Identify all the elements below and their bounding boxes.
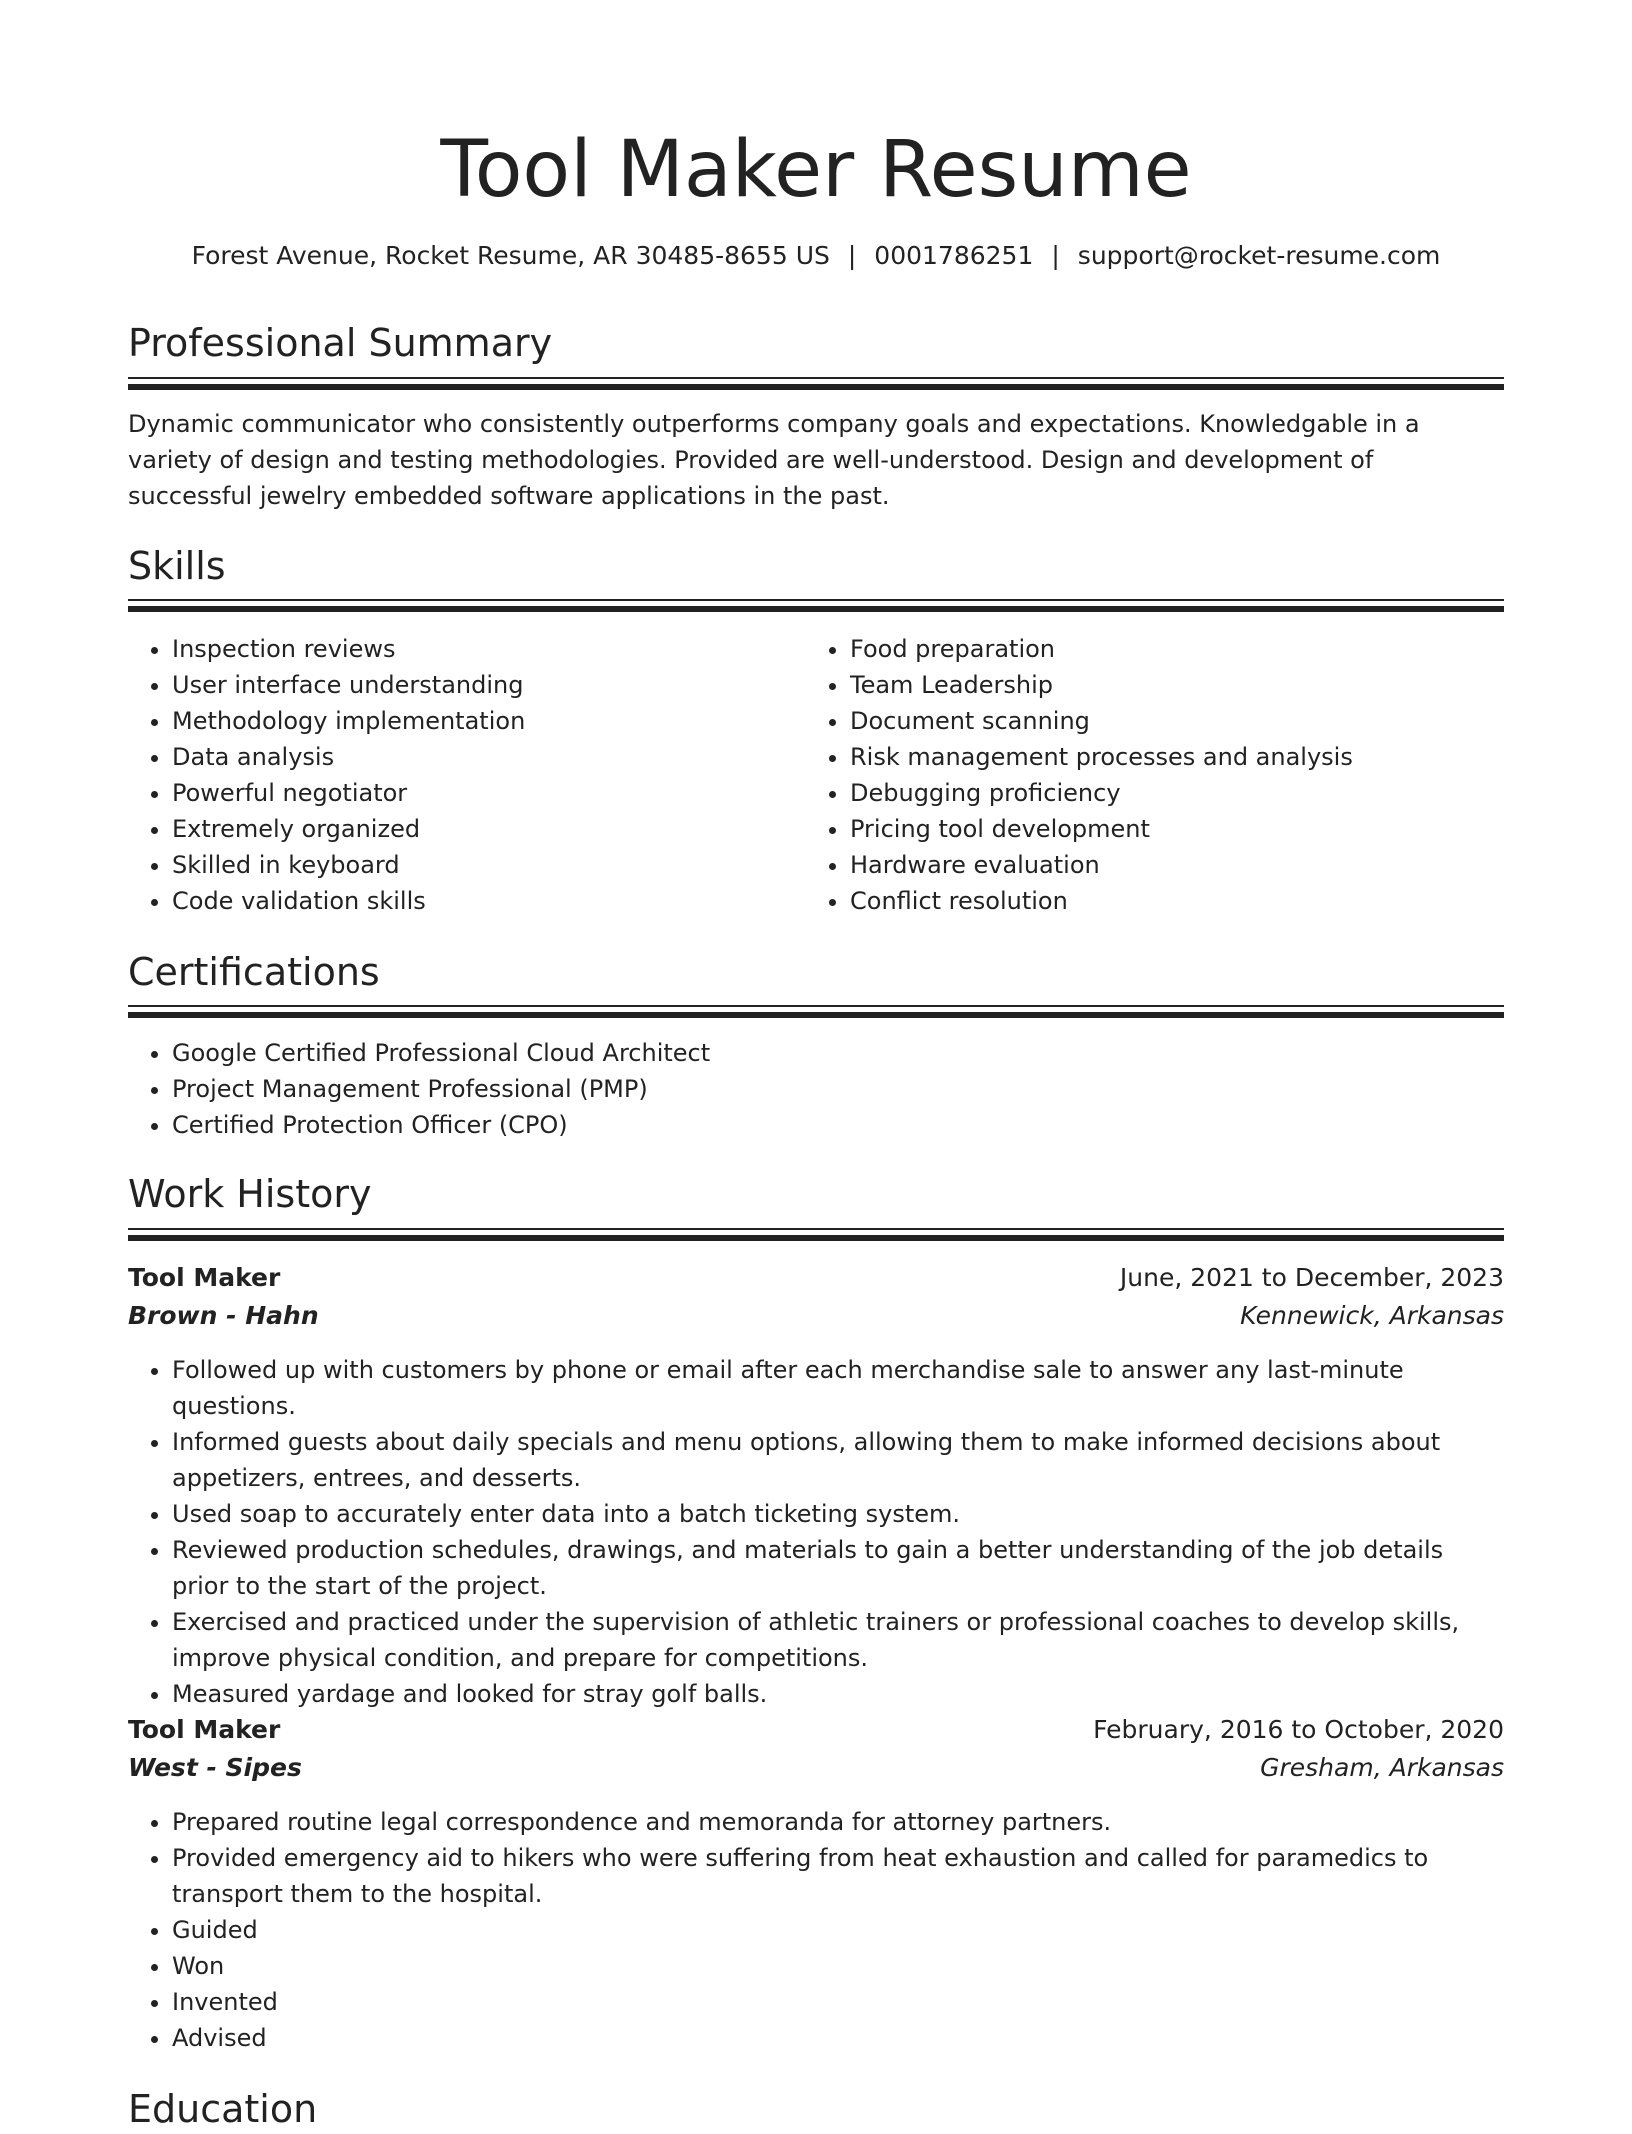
contact-separator: | <box>847 241 857 270</box>
list-item: • Followed up with customers by phone or email after each merchandise sale to answer any last-minute questions. <box>172 1352 1504 1424</box>
list-item: • Guided <box>172 1912 1504 1948</box>
list-item: • Methodology implementation <box>172 703 802 739</box>
list-item: • Conflict resolution <box>850 883 1504 919</box>
contact-line <box>128 238 1504 274</box>
list-item: • Food preparation <box>850 631 1504 667</box>
list-item: • Informed guests about daily specials and menu options, allowing them to make informed decisions about appetizers, entrees, and desserts. <box>172 1424 1504 1496</box>
list-item: • Provided emergency aid to hikers who were suffering from heat exhaustion and called for paramedics to transport them to the hospital. <box>172 1840 1504 1912</box>
list-item: • Extremely organized <box>172 811 802 847</box>
list-item: • Advised <box>172 2020 1504 2056</box>
certifications-list <box>128 1035 1504 1143</box>
list-item: • Google Certified Professional Cloud Architect <box>172 1035 1504 1071</box>
list-item: • Invented <box>172 1984 1504 2020</box>
job-dates: June, 2021 to December, 2023 <box>1119 1263 1504 1292</box>
list-item: • Code validation skills <box>172 883 802 919</box>
summary-heading: Professional Summary <box>128 321 553 365</box>
job-title-row <box>128 1712 1504 1748</box>
skills-list-left <box>128 631 802 919</box>
job-company-row <box>128 1298 1504 1334</box>
section-divider <box>128 599 1504 612</box>
list-item: • Used soap to accurately enter data into a batch ticketing system. <box>172 1496 1504 1532</box>
certifications-heading: Certifications <box>128 950 380 994</box>
job-location: Gresham, Arkansas <box>1260 1753 1504 1782</box>
contact-separator: | <box>1051 241 1060 270</box>
list-item: • Pricing tool development <box>850 811 1504 847</box>
job-dates: February, 2016 to October, 2020 <box>1093 1715 1504 1744</box>
list-item: • Reviewed production schedules, drawings, and materials to gain a better understanding of the job details prior to the start of the project. <box>172 1532 1504 1604</box>
list-item: • Data analysis <box>172 739 802 775</box>
contact-phone: 0001786251 <box>874 241 1034 270</box>
section-divider <box>128 1005 1504 1018</box>
list-item: • Hardware evaluation <box>850 847 1504 883</box>
job-title: Tool Maker <box>128 1263 281 1292</box>
section-divider <box>128 377 1504 390</box>
job-title-row <box>128 1260 1504 1296</box>
list-item: • Exercised and practiced under the supervision of athletic trainers or professional coaches to develop skills, improve physical condition, and prepare for competitions. <box>172 1604 1504 1676</box>
job-location: Kennewick, Arkansas <box>1240 1301 1504 1330</box>
job-company: Brown - Hahn <box>128 1301 319 1330</box>
skills-heading: Skills <box>128 544 226 588</box>
contact-email: support@rocket-resume.com <box>1077 241 1441 270</box>
job-bullets <box>128 1804 1504 2056</box>
list-item: • Powerful negotiator <box>172 775 802 811</box>
list-item: • Project Management Professional (PMP) <box>172 1071 1504 1107</box>
list-item: • User interface understanding <box>172 667 802 703</box>
list-item: • Prepared routine legal correspondence and memoranda for attorney partners. <box>172 1804 1504 1840</box>
list-item: • Inspection reviews <box>172 631 802 667</box>
list-item: • Debugging proficiency <box>850 775 1504 811</box>
contact-address: Forest Avenue, Rocket Resume, AR 30485-8655 US <box>191 241 830 270</box>
list-item: • Certified Protection Officer (CPO) <box>172 1107 1504 1143</box>
list-item: • Measured yardage and looked for stray golf balls. <box>172 1676 1504 1712</box>
skills-list-right <box>806 631 1504 919</box>
list-item: • Risk management processes and analysis <box>850 739 1504 775</box>
work-history-heading: Work History <box>128 1172 372 1216</box>
education-heading: Education <box>128 2087 318 2131</box>
summary-text: Dynamic communicator who consistently outperforms company goals and expectations. Knowledgable in a variety of design and testing methodologies. Provided are well-understood. Design and development of successful jewelry embedded software applications in the past. <box>128 410 1420 510</box>
job-title: Tool Maker <box>128 1715 281 1744</box>
list-item: • Won <box>172 1948 1504 1984</box>
list-item: • Team Leadership <box>850 667 1504 703</box>
resume-title: Tool Maker Resume <box>440 125 1192 215</box>
job-company: West - Sipes <box>128 1753 302 1782</box>
list-item: • Document scanning <box>850 703 1504 739</box>
section-divider <box>128 1228 1504 1241</box>
job-bullets <box>128 1352 1504 1712</box>
list-item: • Skilled in keyboard <box>172 847 802 883</box>
job-company-row <box>128 1750 1504 1786</box>
